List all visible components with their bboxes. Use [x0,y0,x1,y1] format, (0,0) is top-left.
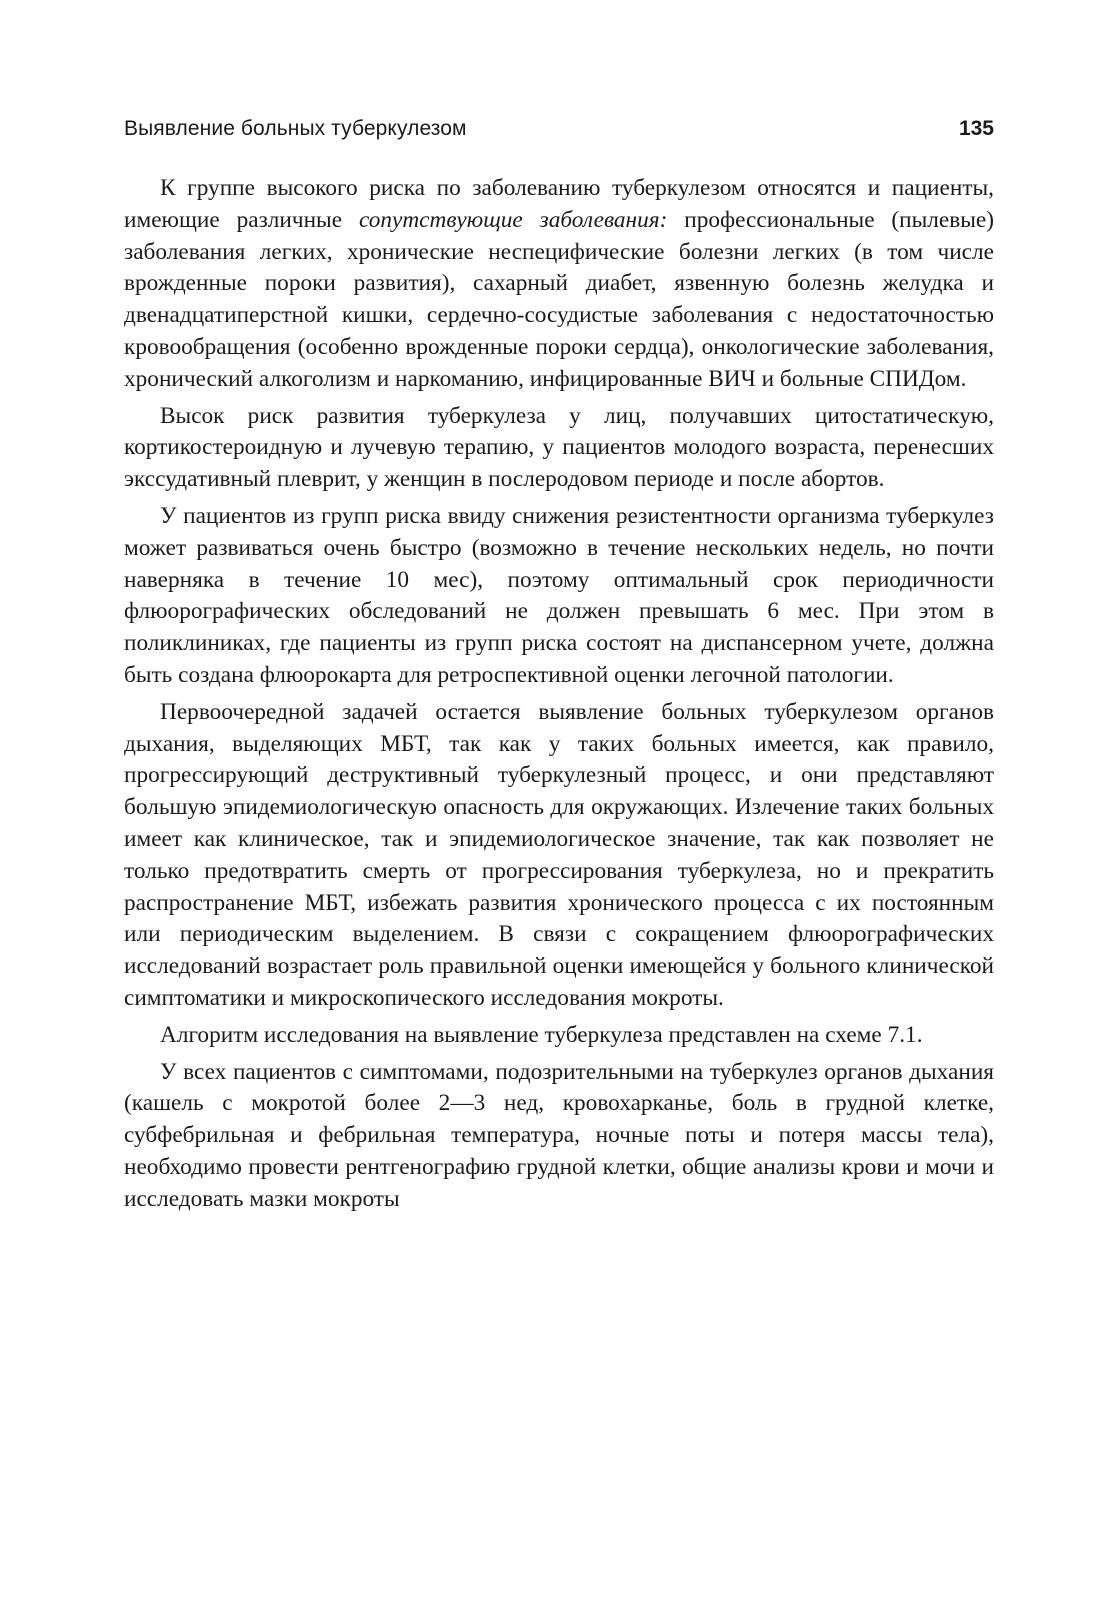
page-number: 135 [958,117,994,140]
paragraph-fluorography-period: У пациентов из групп риска ввиду снижения резистентности организма туберкулез может развиваться очень быстро (возможно в течение нескольких недель, но почти наверняка в течение 10 мес), поэтому оптимальный срок периодичности флюорографических обследований не должен превышать 6 мес. При этом в поликлиниках, где пациенты из групп риска состоят на диспансерном учете, должна быть создана флюорокарта для ретроспективной оценки легочной патологии. [124,502,994,688]
paragraph-symptoms: У всех пациентов с симптомами, подозрительными на туберкулез органов дыхания (кашель с мокротой более 2—3 нед, кровохарканье, боль в грудной клетке, субфебрильная и фебрильная температура, ночные поты и потеря массы тела), необходимо провести рентгенографию грудной клетки, общие анализы крови и мочи и исследовать мазки мокроты [124,1058,994,1212]
paragraph-primary-task: Первоочередной задачей остается выявление больных туберкулезом органов дыхания, выделяющих МБТ, так как у таких больных имеется, как правило, прогрессирующий деструктивный туберкулезный процесс, и они представляют большую эпидемиологическую опасность для окружающих. Излечение таких больных имеет как клиническое, так и эпидемиологическое значение, так как позволяет не только предотвратить смерть от прогрессирования туберкулеза, но и прекратить распространение МБТ, избежать развития хронического процесса с их постоянным или периодическим выделением. В связи с сокращением флюорографических исследований возрастает роль правильной оценки имеющейся у больного клинической симптоматики и микроскопического исследования мокроты. [124,698,994,1011]
running-title: Выявление больных туберкулезом [124,117,467,140]
emphasis-text: сопутствующие заболевания: [358,206,668,233]
paragraph-risk-groups [124,173,994,396]
paragraph-text: К группе высокого риска по заболеванию туберкулезом относятся и пациенты, имеющие различные [124,175,994,233]
paragraph-text: профессиональные (пылевые) заболевания легких, хронические неспецифические болезни легких (в том числе врожденные пороки развития), сахарный диабет, язвенную болезнь желудка и двенадцатиперстной кишки, сердечно-сосудистые заболевания с недостаточностью кровообращения (особенно врожденные пороки сердца), онкологические заболевания, хронический алкоголизм и наркоманию, инфицированные ВИЧ и больные СПИДом. [124,206,995,392]
paragraph-high-risk: Высок риск развития туберкулеза у лиц, получавших цитостатическую, кортикостероидную и лучевую терапию, у пациентов молодого возраста, перенесших экссудативный плеврит, у женщин в послеродовом периоде и после абортов. [124,402,994,493]
running-header [124,112,994,146]
body-text [124,173,994,1216]
paragraph-algorithm: Алгоритм исследования на выявление туберкулеза представлен на схеме 7.1. [160,1021,923,1048]
